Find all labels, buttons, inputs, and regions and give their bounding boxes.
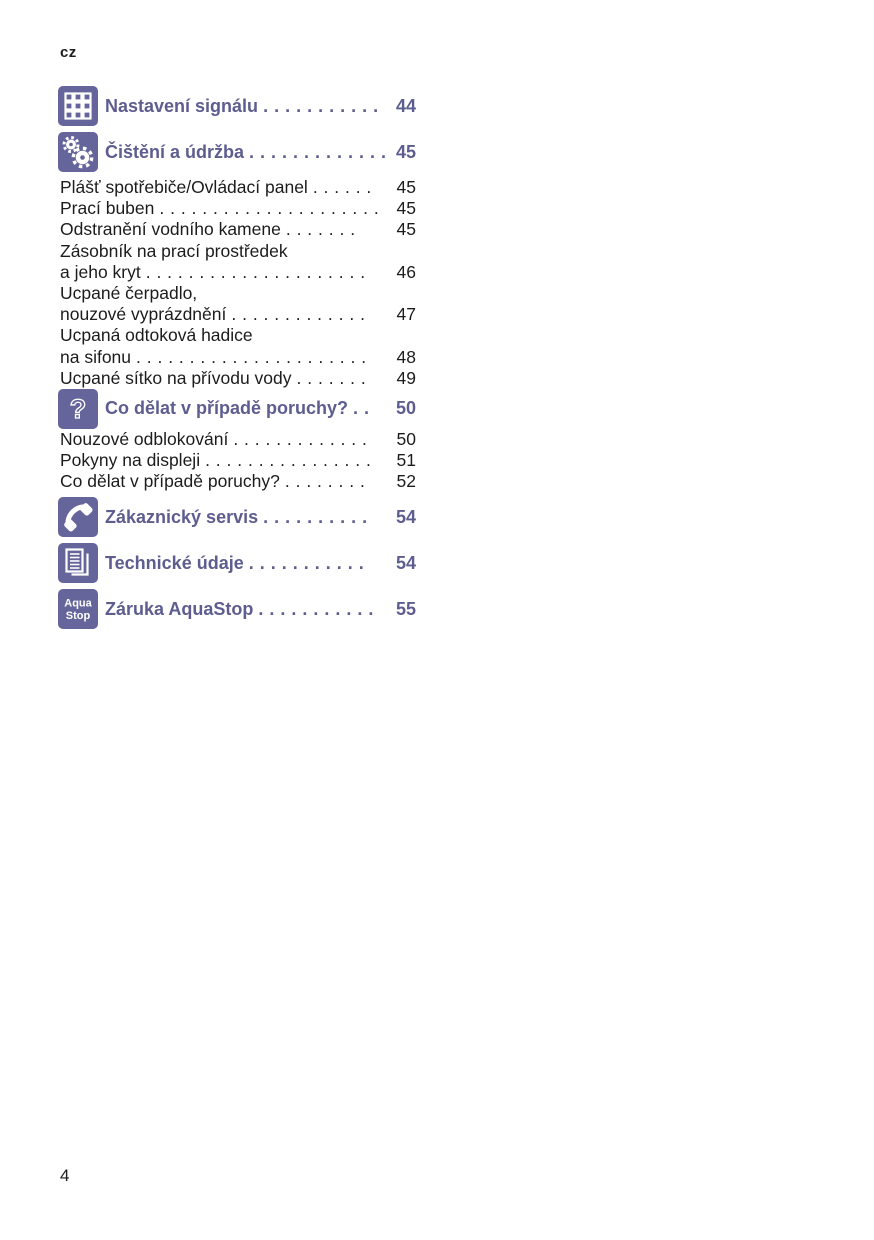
- toc-item-row: [58, 262, 416, 283]
- toc-section-row: [58, 132, 416, 172]
- toc-item-row: [58, 198, 416, 219]
- toc-entry-page: 55: [395, 598, 416, 619]
- toc-item-row: [58, 450, 416, 471]
- toc-entry-label: Zásobník na prací prostředek: [60, 240, 288, 261]
- toc-item-row: [58, 219, 416, 240]
- question-mark-glyph: [58, 389, 98, 429]
- toc-entry-label: Co dělat v případě poruchy?: [60, 471, 280, 492]
- toc-entry-page: 47: [396, 304, 416, 325]
- dot-leader: . . . . . . . . . . . . . . . . . . . . . .: [136, 346, 367, 367]
- keypad-icon: [58, 86, 98, 126]
- document-icon: [58, 543, 98, 583]
- toc-entry-page: 46: [396, 261, 416, 282]
- toc-entry-page: 45: [396, 198, 416, 219]
- dot-leader: . . . . . . . . . . . . .: [249, 141, 387, 162]
- toc-entry-page: 44: [395, 95, 416, 116]
- toc-entry-page: 50: [396, 428, 416, 449]
- toc-item-row: [58, 471, 416, 492]
- toc-entry-page: 50: [395, 398, 416, 419]
- dot-leader: . . . . . . . . . . .: [258, 598, 374, 619]
- dot-leader: . . . . . . . . . . . . . . . .: [205, 450, 372, 471]
- toc-entry-label: Ucpaná odtoková hadice: [60, 325, 253, 346]
- toc-section-row: [58, 589, 416, 629]
- language-code: cz: [60, 44, 77, 61]
- toc-entry-label: Technické údaje: [105, 552, 244, 573]
- toc-entry-line: [105, 553, 416, 574]
- toc-entry-page: 51: [396, 450, 416, 471]
- aquastop-glyph: [58, 589, 98, 629]
- toc-entry-page: 54: [395, 552, 416, 573]
- dot-leader: . .: [353, 398, 370, 419]
- gears-icon: [58, 132, 98, 172]
- toc-section-row: [58, 389, 416, 429]
- dot-leader: . . . . . . . . . . .: [248, 552, 365, 573]
- toc-item-row: [58, 325, 416, 346]
- toc-entry-line: [60, 283, 416, 304]
- toc-item-row: [58, 429, 416, 450]
- phone-icon: [58, 497, 98, 537]
- toc-entry-page: 45: [395, 141, 416, 162]
- toc-entry-label: Co dělat v případě poruchy?: [105, 398, 349, 419]
- toc-item-row: [58, 347, 416, 368]
- toc-section-row: [58, 497, 416, 537]
- toc-entry-label: Plášť spotřebiče/Ovládací panel: [60, 177, 308, 197]
- toc-entry-line: [60, 241, 416, 262]
- gears-glyph: [58, 132, 98, 172]
- dot-leader: . . . . . . . .: [284, 471, 366, 492]
- toc-entry-label: Odstranění vodního kamene: [60, 219, 281, 240]
- question-glyph-text: ?: [69, 393, 87, 424]
- dot-leader: . . . . . . .: [285, 219, 356, 240]
- toc-entry-page: 45: [396, 219, 416, 240]
- toc-entry-page: 52: [396, 471, 416, 492]
- toc-entry-line: [60, 325, 416, 346]
- toc-entry-page: 45: [396, 177, 416, 197]
- toc-entry-line: [105, 507, 416, 528]
- dot-leader: . . . . . . . . . . . . . . . . . . . . .: [159, 198, 380, 219]
- aquastop-text-line2: Stop: [65, 610, 91, 623]
- toc-item-row: [58, 368, 416, 389]
- keypad-glyph: [58, 86, 98, 126]
- dot-leader: . . . . . . . . . . . . .: [233, 428, 368, 449]
- toc-entry-label: Čištění a údržba: [105, 141, 245, 162]
- toc-entry-label: Ucpané čerpadlo,: [60, 282, 198, 303]
- toc-entry-page: 48: [396, 346, 416, 367]
- toc-entry-page: 54: [395, 506, 416, 527]
- toc-entry-line: [105, 142, 416, 163]
- toc-entry-line: [60, 198, 416, 219]
- phone-handset-glyph: [58, 497, 98, 537]
- toc-entry-line: [105, 398, 416, 419]
- toc-entry-label: Zákaznický servis: [105, 506, 259, 527]
- toc-section-row: [58, 86, 416, 126]
- toc-entry-line: [60, 262, 416, 283]
- dot-leader: . . . . . . . . . . . . .: [231, 304, 366, 325]
- toc-entry-line: [60, 347, 416, 368]
- toc-item-row: [58, 177, 416, 198]
- toc-entry-label: na sifonu: [60, 346, 132, 367]
- toc-entry-line: [60, 219, 416, 240]
- toc-entry-label: Prací buben: [60, 198, 155, 219]
- toc-entry-line: [60, 304, 416, 325]
- toc-entry-line: [105, 96, 416, 117]
- toc: [58, 86, 416, 629]
- toc-item-row: [58, 283, 416, 304]
- dot-leader: . . . . . . .: [296, 367, 367, 388]
- toc-entry-label: Pokyny na displeji: [60, 450, 201, 471]
- toc-entry-label: nouzové vyprázdnění: [60, 304, 227, 325]
- toc-entry-label: a jeho kryt: [60, 261, 141, 282]
- toc-entry-label: Záruka AquaStop: [105, 598, 254, 619]
- toc-entry-page: 49: [396, 367, 416, 388]
- toc-entry-line: [60, 429, 416, 450]
- toc-entry-line: [60, 177, 416, 198]
- aquastop-icon: [58, 589, 98, 629]
- toc-item-row: [58, 241, 416, 262]
- question-icon: [58, 389, 98, 429]
- toc-section-row: [58, 543, 416, 583]
- dot-leader: . . . . . . . . . .: [263, 506, 368, 527]
- aquastop-text-line1: Aqua: [64, 597, 92, 610]
- toc-entry-label: Ucpané sítko na přívodu vody: [60, 367, 292, 388]
- toc-entry-line: [60, 471, 416, 492]
- toc-entry-line: [60, 368, 416, 389]
- toc-entry-line: [105, 599, 416, 620]
- dot-leader: . . . . . . . . . . . . . . . . . . . . .: [145, 261, 366, 282]
- dot-leader: . . . . . . . . . . .: [263, 95, 379, 116]
- toc-entry-label: Nastavení signálu: [105, 95, 259, 116]
- page-number: 4: [60, 1166, 70, 1185]
- toc-item-row: [58, 304, 416, 325]
- toc-entry-line: [60, 450, 416, 471]
- dot-leader: . . . . . .: [312, 177, 372, 197]
- document-pages-glyph: [58, 543, 98, 583]
- toc-entry-label: Nouzové odblokování: [60, 428, 229, 449]
